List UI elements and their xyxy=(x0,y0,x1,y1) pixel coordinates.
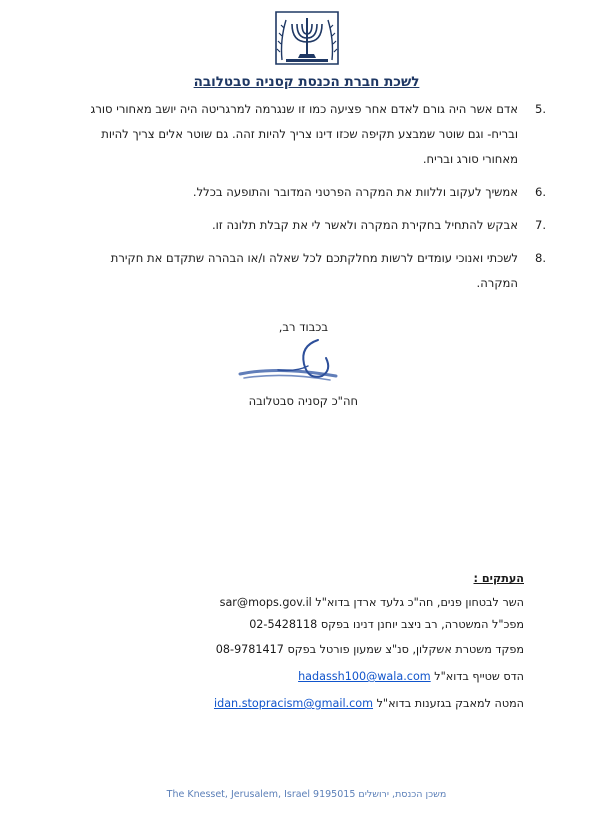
copy-recipient xyxy=(150,690,524,717)
handwritten-signature xyxy=(238,336,338,390)
recipient-fax: 08-9781417 xyxy=(215,643,284,656)
copy-recipient xyxy=(150,614,524,636)
recipient-text: הדס שטייף בדוא"ל xyxy=(430,670,524,683)
item-number: 8. xyxy=(534,251,546,265)
closing-greeting: בכבוד רב, xyxy=(278,320,328,334)
office-title: לשכת חברת הכנסת קסניה סבטלובה xyxy=(193,74,420,90)
letter-item xyxy=(88,213,546,238)
copies-section xyxy=(150,572,524,717)
copy-recipient xyxy=(150,663,524,690)
recipient-text: מפכ"ל המשטרה, רב ניצב יוחנן דנינו בפקס xyxy=(317,618,524,631)
state-emblem-icon xyxy=(272,10,342,68)
letter-item xyxy=(88,97,546,172)
item-text: אדם אשר היה גורם לאדם אחר פציעה כמו זו שנגרמה למרגריטה היה יושב מאחורי סורג ובריח- וגם שוטר שמבצע תקיפה שכזו דינו צריך להיות זהה. גם שוטר אלים צריך להיות מאחורי סורג ובריח. xyxy=(90,102,518,166)
recipient-text: המטה למאבק בגזענות בדוא"ל xyxy=(373,697,524,710)
letter-items xyxy=(88,97,546,296)
letter-item xyxy=(88,180,546,205)
item-text: אמשיך לעקוב וללוות את המקרה הפרטני המדובר והתופעה בכלל. xyxy=(192,185,518,199)
item-number: 5. xyxy=(534,102,546,116)
item-number: 7. xyxy=(534,218,546,232)
recipient-text: השר לבטחון פנים, חה"כ גלעד ארדן בדוא"ל xyxy=(311,596,524,609)
recipient-email-link[interactable]: hadassh100@wala.com xyxy=(298,670,431,683)
recipient-email: sar@mops.gov.il xyxy=(219,596,312,609)
item-text: לשכתי ואנוכי עומדים לרשות מחלקתכם לכל שאלה ו/או הבהרה שתקדם את חקירת המקרה. xyxy=(110,251,518,290)
copy-recipient xyxy=(150,636,524,663)
copies-heading: העתקים : xyxy=(473,572,524,585)
item-text: אבקש להתחיל בחקירת המקרה ולאשר לי את קבלת תלונה זו. xyxy=(211,218,518,232)
copy-recipient xyxy=(150,592,524,614)
item-number: 6. xyxy=(534,185,546,199)
letter-item xyxy=(88,246,546,296)
recipient-text: מפקד משטרת אשקלון, סנ"צ שמעון פורטל בפקס xyxy=(283,643,524,656)
recipient-fax: 02-5428118 xyxy=(249,618,318,631)
recipient-email-link[interactable]: idan.stopracism@gmail.com xyxy=(213,697,374,710)
footer-address: The Knesset, Jerusalem, Israel 9195015 משכן הכנסת, ירושלים xyxy=(166,789,447,800)
signer-name: חה"כ קסניה סבטלובה xyxy=(248,394,358,408)
